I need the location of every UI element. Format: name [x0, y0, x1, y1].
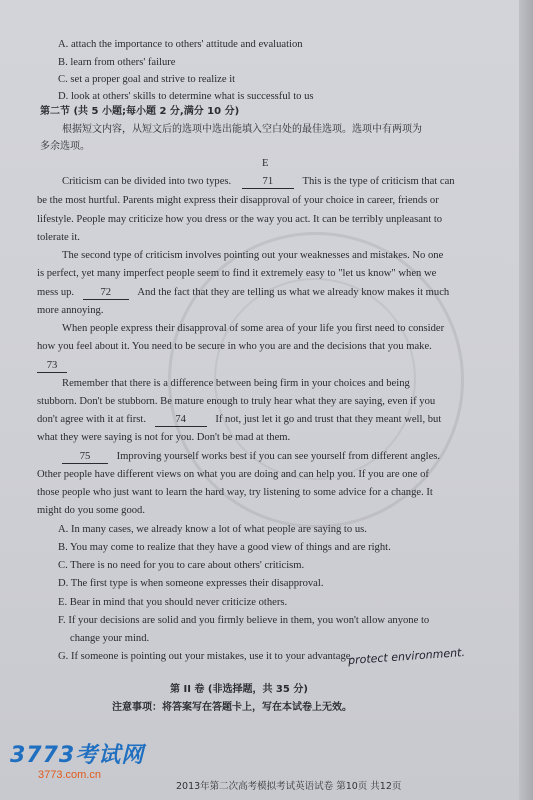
passage-line: be the most hurtful. Parents might express their disapproval of your choice in career, friends or	[37, 195, 439, 206]
passage-line: stubborn. Don't be stubborn. Be mature enough to truly hear what they are saying, even if you	[37, 396, 436, 407]
passage-line: Criticism can be divided into two types. 71 This is the type of criticism that can	[62, 176, 455, 187]
prev-option-a: A. attach the importance to others' attitude and evaluation	[58, 39, 303, 50]
prev-option-c: C. set a proper goal and strive to realize it	[58, 74, 236, 85]
blank-72: 72	[83, 287, 129, 300]
passage-line: mess up. 72 And the fact that they are telling us what we already know makes it much	[37, 287, 450, 298]
passage-line: When people express their disapproval of some area of your life you first need to consider	[62, 323, 445, 334]
passage-line: don't agree with it at first. 74 If not, just let it go and trust that they meant well, but	[37, 414, 442, 425]
option-g: G. If someone is pointing out your mistakes, use it to your advantage.	[58, 651, 354, 662]
option-e: E. Bear in mind that you should never criticize others.	[58, 597, 288, 608]
logo-sub-text: 3773.com.cn	[38, 769, 101, 781]
passage-line	[37, 360, 67, 373]
option-c: C. There is no need for you to care about others' criticism.	[58, 560, 305, 571]
section-instruction-1: 根据短文内容，从短文后的选项中选出能填入空白处的最佳选项。选项中有两项为	[62, 124, 422, 135]
passage-line: might do you some good.	[37, 505, 145, 516]
passage-line: more annoying.	[37, 305, 104, 316]
logo-main-text: 3773考试网	[10, 743, 145, 768]
option-d: D. The first type is when someone expresses their disapproval.	[58, 578, 324, 589]
blank-71: 71	[242, 176, 294, 189]
blank-73: 73	[37, 360, 67, 373]
page-footer: 2013年第二次高考模拟考试英语试卷 第10页 共12页	[176, 781, 402, 792]
blank-74: 74	[155, 414, 207, 427]
passage-line: tolerate it.	[37, 232, 80, 243]
passage-line: is perfect, yet many imperfect people seem to find it extremely easy to "let us know" when we	[37, 268, 437, 279]
passage-line: what they were saying is not for you. Don't be mad at them.	[37, 432, 291, 443]
passage-line: Other people have different views on what you are doing and can help you. If you are one of	[37, 469, 429, 480]
passage-line: 75 Improving yourself works best if you can see yourself from different angles.	[62, 451, 440, 464]
prev-option-d: D. look at others' skills to determine what is successful to us	[58, 91, 314, 102]
prev-option-b: B. learn from others' failure	[58, 57, 176, 68]
site-logo	[10, 738, 144, 781]
handwritten-note: protect environment.	[347, 645, 466, 668]
passage-line: how you feel about it. You need to be secure in who you are and the decisions that you make.	[37, 341, 432, 352]
passage-line: The second type of criticism involves pointing out your weaknesses and mistakes. No one	[62, 250, 444, 261]
section-instruction-2: 多余选项。	[40, 141, 90, 152]
option-f: F. If your decisions are solid and you firmly believe in them, you won't allow anyone to	[58, 615, 430, 626]
page-edge	[519, 0, 533, 800]
section-heading: 第二节 (共 5 小题;每小题 2 分,满分 10 分)	[40, 106, 240, 117]
part2-title: 第 II 卷 (非选择题，共 35 分)	[170, 684, 308, 695]
passage-label: E	[262, 158, 269, 169]
passage-line: lifestyle. People may criticize how you dress or the way you act. It can be terribly unpleasant to	[37, 214, 443, 225]
option-f-continued: change your mind.	[70, 633, 150, 644]
option-b: B. You may come to realize that they have a good view of things and are right.	[58, 542, 391, 553]
passage-line: those people who just want to learn the hard way, try listening to some advice for a change. It	[37, 487, 433, 498]
passage-line: Remember that there is a difference between being firm in your choices and being	[62, 378, 410, 389]
option-a: A. In many cases, we already know a lot of what people are saying to us.	[58, 524, 367, 535]
blank-75: 75	[62, 451, 108, 464]
part2-note: 注意事项：将答案写在答题卡上，写在本试卷上无效。	[112, 702, 352, 713]
